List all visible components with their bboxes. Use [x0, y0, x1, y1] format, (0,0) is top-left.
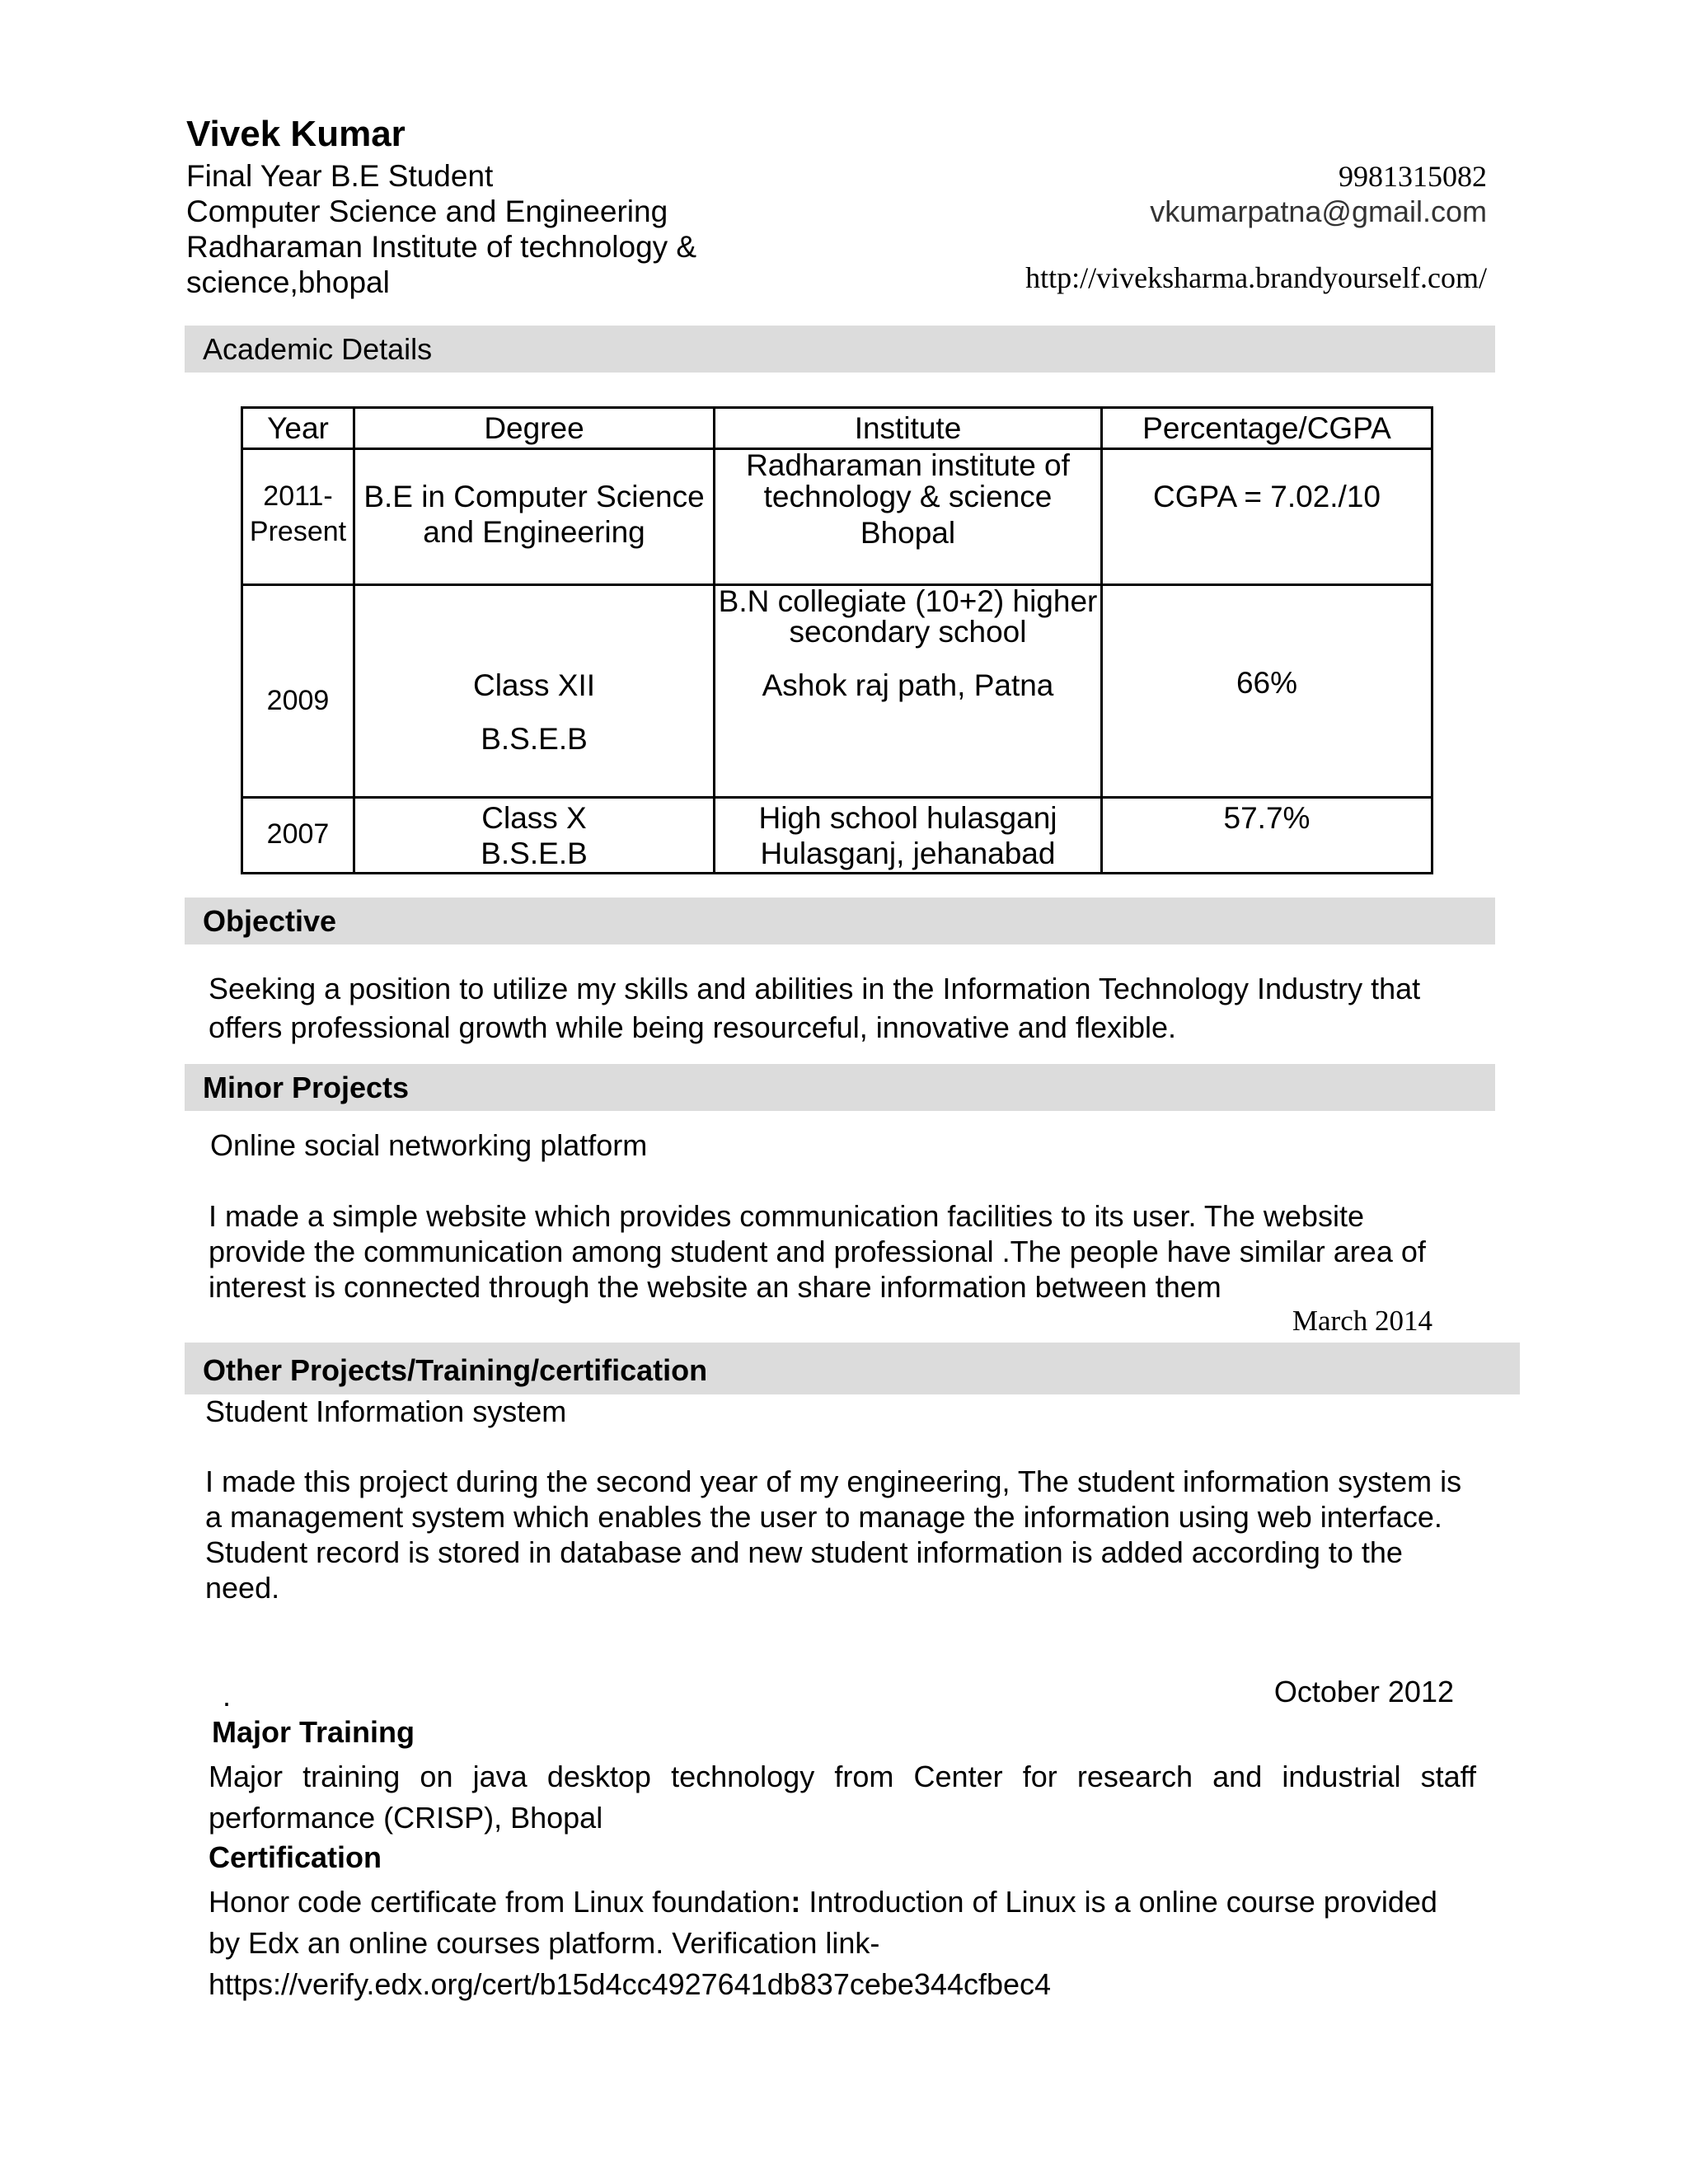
candidate-name: Vivek Kumar — [186, 114, 406, 154]
cell-year — [242, 798, 354, 874]
institute-line: technology & science — [763, 480, 1053, 513]
degree-line: B.S.E.B — [481, 722, 588, 756]
bullet-dot: . — [223, 1679, 232, 1713]
section-title-other-projects: Other Projects/Training/certification — [203, 1353, 708, 1387]
institute-line: Radharaman institute of — [746, 448, 1070, 482]
section-title-academic: Academic Details — [203, 332, 433, 366]
cell-year — [242, 449, 354, 585]
description-line: interest is connected through the website an share information between them — [209, 1270, 1221, 1304]
description-line: need. — [205, 1571, 280, 1605]
other-project-title: Student Information system — [205, 1394, 567, 1428]
cell-degree — [354, 449, 715, 585]
minor-project-title: Online social networking platform — [210, 1128, 648, 1162]
certification-text — [209, 1882, 1437, 2005]
certification-heading: Certification — [209, 1840, 382, 1874]
objective-line: offers professional growth while being resourceful, innovative and flexible. — [209, 1010, 1177, 1044]
col-header-degree: Degree — [354, 408, 715, 449]
degree-line: Class X — [481, 801, 587, 835]
certification-colon: : — [790, 1885, 801, 1919]
degree-line: and Engineering — [423, 515, 645, 549]
major-training-heading: Major Training — [212, 1715, 415, 1749]
certification-line: by Edx an online courses platform. Verification link- — [209, 1926, 880, 1960]
institute-line-1: Radharaman Institute of technology & — [186, 230, 697, 264]
degree-line: B.S.E.B — [481, 837, 588, 870]
cell-institute — [715, 449, 1102, 585]
section-academic-details — [185, 326, 1495, 373]
objective-line: Seeking a position to utilize my skills and abilities in the Information Technology Industry that — [209, 972, 1421, 1005]
table-row — [242, 798, 1432, 874]
minor-project-description — [209, 1198, 1426, 1305]
table-header-row — [242, 408, 1432, 449]
other-project-date: October 2012 — [1273, 1675, 1454, 1708]
institute-line: B.N collegiate (10+2) higher — [718, 584, 1098, 618]
certification-line-part: Introduction of Linux is a online course provided — [800, 1885, 1437, 1919]
institute-line-2: science,bhopal — [186, 265, 390, 299]
year-line: 2007 — [266, 818, 330, 850]
institute-line: secondary school — [789, 615, 1027, 649]
minor-project-date: March 2014 — [1292, 1305, 1432, 1337]
score-value: CGPA = 7.02./10 — [1153, 480, 1381, 513]
certification-line — [209, 1882, 1437, 1923]
certification-line-part: Honor code certificate from Linux foundation — [209, 1885, 791, 1919]
year-line: 2009 — [266, 685, 330, 716]
academic-table — [241, 406, 1433, 874]
year-line: Present — [249, 516, 347, 547]
student-status: Final Year B.E Student — [186, 159, 494, 193]
col-header-year: Year — [242, 408, 354, 449]
cell-score — [1102, 798, 1432, 874]
section-title-objective: Objective — [203, 904, 337, 938]
section-other-projects — [185, 1343, 1520, 1394]
cell-institute — [715, 798, 1102, 874]
year-line: 2011- — [263, 480, 333, 512]
cell-degree — [354, 798, 715, 874]
other-project-description — [205, 1464, 1461, 1605]
verification-link[interactable]: https://verify.edx.org/cert/b15d4cc4927641db837cebe344cfbec4 — [209, 1967, 1052, 2001]
table-row — [242, 585, 1432, 798]
description-line: I made this project during the second year of my engineering, The student information system is — [205, 1465, 1462, 1498]
institute-line: Ashok raj path, Patna — [762, 668, 1054, 702]
score-value: 66% — [1236, 666, 1298, 700]
section-objective — [185, 898, 1495, 944]
description-line: a management system which enables the user to manage the information using web interface. — [205, 1500, 1442, 1534]
institute-line: Bhopal — [860, 516, 956, 550]
phone-number: 9981315082 — [1339, 160, 1487, 193]
training-line: performance (CRISP), Bhopal — [209, 1801, 603, 1835]
section-title-minor-projects: Minor Projects — [203, 1071, 410, 1104]
training-line: Major training on java desktop technology from Center for research and industrial staff — [209, 1760, 1476, 1793]
cell-year — [242, 585, 354, 798]
description-line: I made a simple website which provides communication facilities to its user. The website — [209, 1199, 1364, 1233]
section-minor-projects — [185, 1064, 1495, 1111]
major-training-text — [209, 1756, 1476, 1839]
cell-score — [1102, 585, 1432, 798]
degree-line: Class XII — [472, 668, 596, 702]
col-header-score: Percentage/CGPA — [1102, 408, 1432, 449]
col-header-institute: Institute — [715, 408, 1102, 449]
cell-degree — [354, 585, 715, 798]
website-link[interactable]: http://viveksharma.brandyourself.com/ — [1025, 261, 1487, 294]
description-line: provide the communication among student and professional .The people have similar area of — [209, 1235, 1426, 1268]
email-link[interactable]: vkumarpatna@gmail.com — [1150, 194, 1487, 228]
cell-institute — [715, 585, 1102, 798]
table-row — [242, 449, 1432, 585]
degree-line: B.E in Computer Science — [363, 480, 705, 513]
department: Computer Science and Engineering — [186, 194, 668, 228]
description-line: Student record is stored in database and new student information is added according to the — [205, 1535, 1403, 1569]
institute-line: High school hulasganj — [758, 801, 1057, 835]
score-value: 57.7% — [1223, 801, 1311, 835]
cell-score — [1102, 449, 1432, 585]
institute-line: Hulasganj, jehanabad — [760, 837, 1056, 870]
objective-text — [209, 969, 1420, 1047]
